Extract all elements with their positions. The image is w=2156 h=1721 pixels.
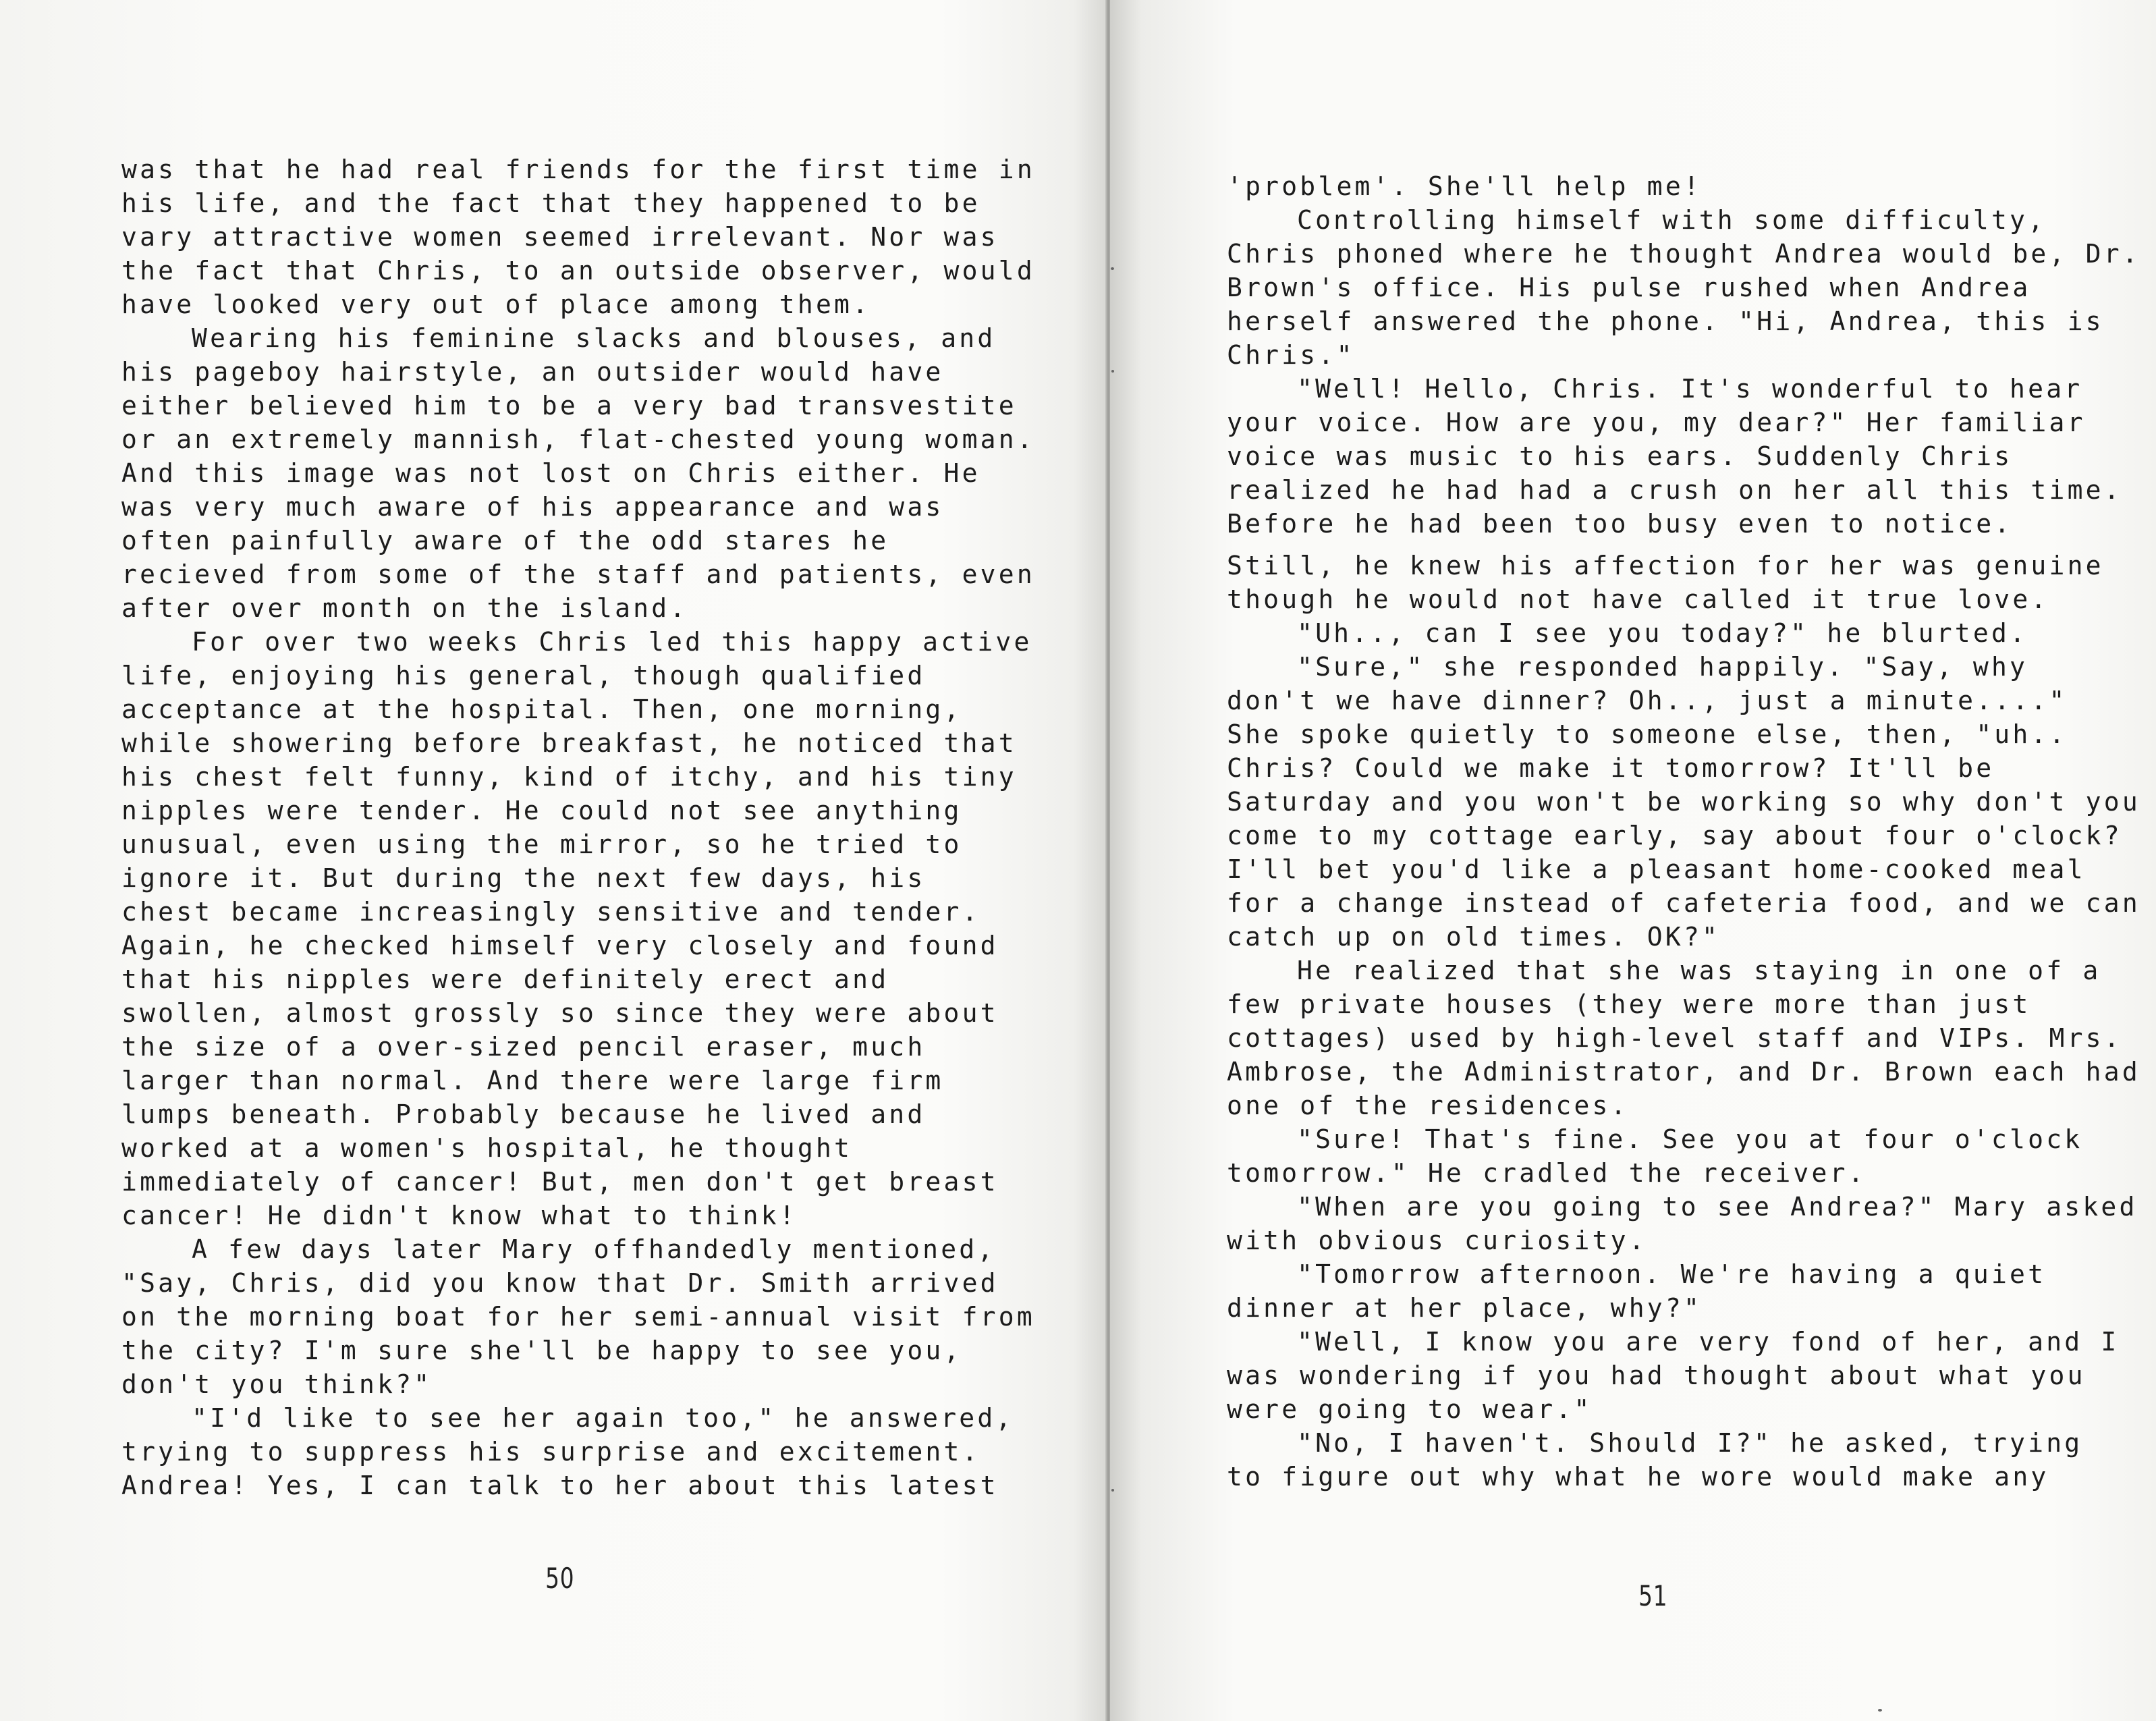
text-line: "Tomorrow afternoon. We're having a quiet xyxy=(1297,1259,2047,1289)
text-line: chest became increasingly sensitive and tender. xyxy=(121,897,980,927)
text-line: acceptance at the hospital. Then, one morning, xyxy=(121,694,962,724)
text-line: recieved from some of the staff and patients, even xyxy=(121,559,1035,589)
text-line: voice was music to his ears. Suddenly Chris xyxy=(1227,441,2013,471)
right-page-text xyxy=(1227,169,2140,1494)
text-line: was very much aware of his appearance and was xyxy=(121,492,944,522)
text-line: He realized that she was staying in one of a xyxy=(1297,956,2101,985)
text-line: ignore it. But during the next few days, his xyxy=(121,863,926,893)
paper-speck xyxy=(1111,370,1114,373)
text-line: after over month on the island. xyxy=(121,593,688,623)
text-line: For over two weeks Chris led this happy active xyxy=(192,627,1032,657)
text-line: nipples were tender. He could not see anything xyxy=(121,796,962,825)
text-line: either believed him to be a very bad transvestite xyxy=(121,391,1017,420)
text-line: A few days later Mary offhandedly mentioned, xyxy=(192,1234,996,1264)
text-line: herself answered the phone. "Hi, Andrea, this is xyxy=(1227,306,2104,336)
text-line: unusual, even using the mirror, so he tried to xyxy=(121,829,962,859)
text-line: immediately of cancer! But, men don't get breast xyxy=(121,1167,999,1197)
text-line: though he would not have called it true love. xyxy=(1227,584,2049,614)
text-line: while showering before breakfast, he noticed that xyxy=(121,728,1017,758)
text-line: catch up on old times. OK?" xyxy=(1227,922,1721,952)
left-page-number: 50 xyxy=(545,1562,575,1595)
text-line: Brown's office. His pulse rushed when Andrea xyxy=(1227,273,2031,302)
text-line: trying to suppress his surprise and excitement. xyxy=(121,1437,980,1467)
text-line: or an extremely mannish, flat-chested young woman. xyxy=(121,425,1035,454)
text-line: tomorrow." He cradled the receiver. xyxy=(1227,1158,1867,1188)
paper-speck xyxy=(1878,1709,1882,1712)
text-line: "Well! Hello, Chris. It's wonderful to hear xyxy=(1297,374,2083,404)
text-line: cottages) used by high-level staff and VIPs. Mrs. xyxy=(1227,1023,2122,1053)
text-line: Before he had been too busy even to notice. xyxy=(1227,509,2013,539)
text-line: don't you think?" xyxy=(121,1369,433,1399)
text-line: the size of a over-sized pencil eraser, much xyxy=(121,1032,926,1062)
left-page-text xyxy=(121,153,1035,1502)
text-line: was wondering if you had thought about what you xyxy=(1227,1361,2086,1390)
text-line: Still, he knew his affection for her was genuine xyxy=(1227,551,2104,580)
text-line: his pageboy hairstyle, an outsider would have xyxy=(121,357,944,387)
text-line: She spoke quietly to someone else, then, "uh.. xyxy=(1227,719,2068,749)
text-line: Again, he checked himself very closely and found xyxy=(121,931,999,960)
text-line: 'problem'. She'll help me! xyxy=(1227,171,1703,201)
text-line: often painfully aware of the odd stares he xyxy=(121,526,889,555)
text-line: "Uh.., can I see you today?" he blurted. xyxy=(1297,618,2028,648)
text-line: the fact that Chris, to an outside observer, would xyxy=(121,256,1035,285)
text-line: Ambrose, the Administrator, and Dr. Brown each had xyxy=(1227,1057,2140,1087)
text-line: vary attractive women seemed irrelevant. Nor was xyxy=(121,222,999,252)
text-line: was that he had real friends for the first time in xyxy=(121,155,1035,184)
text-line: for a change instead of cafeteria food, and we can xyxy=(1227,888,2140,918)
text-line: realized he had had a crush on her all this time. xyxy=(1227,475,2122,505)
text-line: his chest felt funny, kind of itchy, and his tiny xyxy=(121,762,1017,792)
paper-speck xyxy=(1111,267,1114,270)
text-line: swollen, almost grossly so since they were about xyxy=(121,998,999,1028)
text-line: come to my cottage early, say about four o'clock? xyxy=(1227,821,2122,850)
text-line: on the morning boat for her semi-annual visit from xyxy=(121,1302,1035,1332)
text-line: few private houses (they were more than just xyxy=(1227,989,2031,1019)
right-page-number: 51 xyxy=(1638,1579,1668,1612)
text-line: one of the residences. xyxy=(1227,1091,1629,1120)
text-line: were going to wear." xyxy=(1227,1394,1593,1424)
text-line: Wearing his feminine slacks and blouses, and xyxy=(192,323,996,353)
text-line: dinner at her place, why?" xyxy=(1227,1293,1703,1323)
text-line: "No, I haven't. Should I?" he asked, trying xyxy=(1297,1428,2083,1458)
text-line: life, enjoying his general, though qualified xyxy=(121,661,926,690)
paper-speck xyxy=(1111,1489,1114,1492)
text-line: And this image was not lost on Chris either. He xyxy=(121,458,980,488)
text-line: Controlling himself with some difficulty, xyxy=(1297,205,2047,235)
text-line: lumps beneath. Probably because he lived and xyxy=(121,1099,926,1129)
text-line: the city? I'm sure she'll be happy to see you, xyxy=(121,1336,962,1365)
text-line: I'll bet you'd like a pleasant home-cooked meal xyxy=(1227,854,2086,884)
text-line: "Say, Chris, did you know that Dr. Smith arrived xyxy=(121,1268,999,1298)
text-line: "I'd like to see her again too," he answered, xyxy=(192,1403,1014,1433)
text-line: larger than normal. And there were large firm xyxy=(121,1066,944,1095)
text-line: Chris." xyxy=(1227,340,1355,370)
text-line: "When are you going to see Andrea?" Mary asked xyxy=(1297,1192,2138,1222)
text-line: have looked very out of place among them. xyxy=(121,290,871,319)
text-line: with obvious curiosity. xyxy=(1227,1226,1647,1255)
text-line: cancer! He didn't know what to think! xyxy=(121,1201,798,1230)
text-line: Chris? Could we make it tomorrow? It'll be xyxy=(1227,753,1995,783)
text-line: worked at a women's hospital, he thought xyxy=(121,1133,853,1163)
text-line: Saturday and you won't be working so why don't you xyxy=(1227,787,2140,817)
text-line: Andrea! Yes, I can talk to her about this latest xyxy=(121,1471,999,1500)
text-line: "Sure," she responded happily. "Say, why xyxy=(1297,652,2028,682)
text-line: your voice. How are you, my dear?" Her familiar xyxy=(1227,408,2086,437)
text-line: his life, and the fact that they happened to be xyxy=(121,188,980,218)
text-line: to figure out why what he wore would make any xyxy=(1227,1462,2049,1492)
text-line: "Sure! That's fine. See you at four o'clock xyxy=(1297,1124,2083,1154)
text-line: "Well, I know you are very fond of her, and I xyxy=(1297,1327,2120,1357)
text-line: don't we have dinner? Oh.., just a minute...." xyxy=(1227,686,2068,715)
text-line: that his nipples were definitely erect and xyxy=(121,964,889,994)
text-line: Chris phoned where he thought Andrea would be, Dr. xyxy=(1227,239,2140,269)
